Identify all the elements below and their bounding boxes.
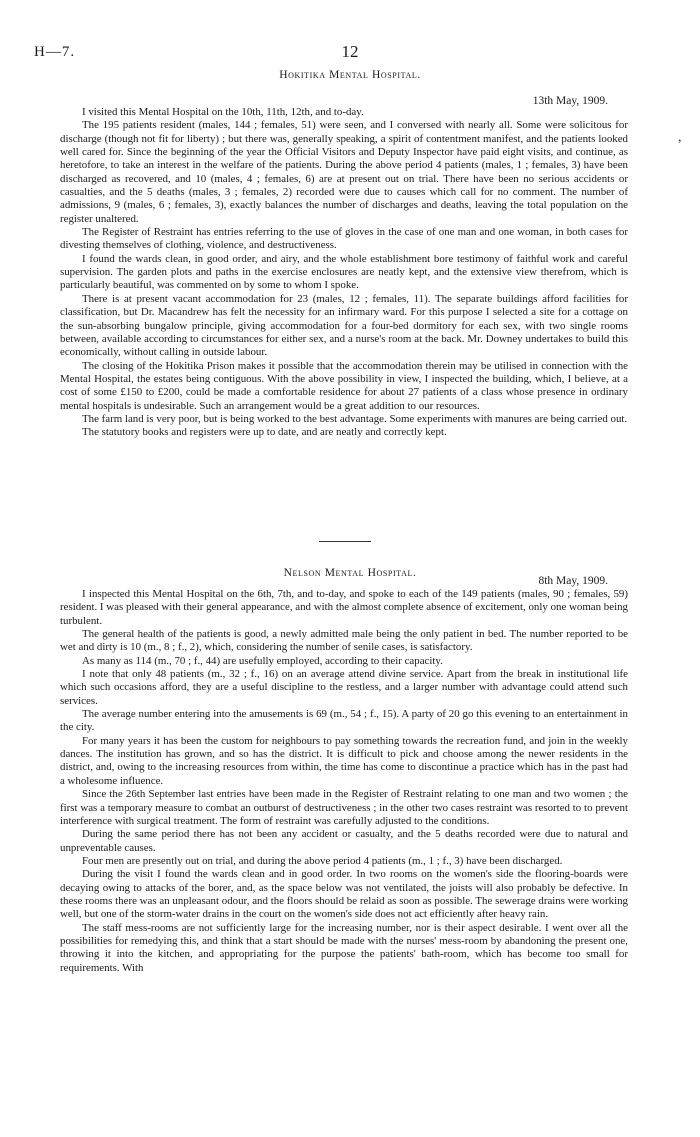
nelson-paragraph: I note that only 48 patients (m., 32 ; f., 16) on an average attend divine service. Apart from the break in institutional life which such occasions afford, they are a useful discipline to the restless, and a larger number with advantage could attend such services.	[60, 668, 628, 707]
nelson-paragraph: During the same period there has not been any accident or casualty, and the 5 deaths recorded were due to natural and unpreventable causes.	[60, 828, 628, 854]
nelson-title: Nelson Mental Hospital.	[283, 567, 417, 579]
hokitika-paragraph: The closing of the Hokitika Prison makes it possible that the accommodation therein may be utilised in connection with the Mental Hospital, the estates being contiguous. With the above possibility in view, I inspected the building, which, I believe, at a cost of some £150 to £200, could be made a comfortable residence for about 27 patients of a class whose presence in ordinary mental hospitals is undesirable. Such an arrangement would be a great addition to our resources.	[60, 359, 628, 412]
hokitika-paragraph: I visited this Mental Hospital on the 10th, 11th, 12th, and to-day.	[82, 106, 364, 118]
nelson-date: 8th May, 1909.	[538, 575, 608, 587]
hokitika-title: Hokitika Mental Hospital.	[279, 69, 421, 81]
nelson-paragraph: For many years it has been the custom for neighbours to pay something towards the recreation fund, and join in the weekly dances. The institution has grown, and so has the district. It is difficult to pick and choose among the newer residents in the district, and, owing to the increasing resources from within, the time has come to discontinue a practice which has in the past had a wholesome influence.	[60, 734, 628, 787]
hokitika-paragraph: The 195 patients resident (males, 144 ; females, 51) were seen, and I conversed with nearly all. Some were solicitous for discharge (though not fit for liberty) ; but there was, generally speaking, a spirit of contentment manifest, and the patients looked well cared for. Since the beginning of the year the Official Visitors and Deputy Inspector have paid eight visits, and continue, as heretofore, to take an interest in the welfare of the patients. During the above period 4 patients (males, 1 ; females, 3) have been discharged as recovered, and 10 (males, 4 ; females, 6) are at present out on trial. There have been no serious accidents or casualties, and the 5 deaths (males, 3 ; females, 2) recorded were due to causes which call for no comment. The number of admissions, 9 (males, 6 ; females, 3), exactly balances the number of discharges and deaths, leaving the total population on the register unaltered.	[60, 119, 628, 225]
page-number: 12	[341, 42, 359, 61]
nelson-report	[60, 588, 628, 975]
nelson-paragraph: The staff mess-rooms are not sufficiently large for the increasing number, nor is their aspect desirable. I went over all the possibilities for remedying this, and think that a start should be made with the nurses' mess-room by abandoning the present one, throwing it into the kitchen, and appropriating for the purpose the patients' bath-room, which has become too small for requirements. With	[60, 921, 628, 974]
margin-mark: ,	[678, 130, 682, 145]
hokitika-date: 13th May, 1909.	[532, 95, 608, 107]
hokitika-paragraph: The Register of Restraint has entries referring to the use of gloves in the case of one man and one woman, in both cases for divesting themselves of clothing, violence, and destructiveness.	[60, 226, 628, 252]
section-reference: H—7.	[34, 44, 76, 60]
hokitika-paragraph: I found the wards clean, in good order, and airy, and the whole establishment bore testimony of faithful work and careful supervision. The garden plots and paths in the exercise enclosures are neatly kept, and the extensive view therefrom, which is particularly beautiful, was commented on by some to whom I spoke.	[60, 252, 628, 292]
nelson-paragraph: Four men are presently out on trial, and during the above period 4 patients (m., 1 ; f., 3) have been discharged.	[82, 854, 563, 867]
hokitika-paragraph: There is at present vacant accommodation for 23 (males, 12 ; females, 11). The separate buildings afford facilities for classification, but Dr. Macandrew has felt the necessity for an infirmary ward. For this purpose I selected a site for a cottage on the sun-absorbing bungalow principle, giving accommodation for a four-bed dormitory for each sex, with two single rooms between, available according to circumstances for either sex, and a nurse's room at the back. Mr. Downey undertakes to build this economically, without calling in outside labour.	[60, 292, 628, 359]
section-divider	[319, 541, 371, 542]
hokitika-report	[60, 106, 628, 440]
nelson-paragraph: During the visit I found the wards clean and in good order. In two rooms on the women's side the flooring-boards were decaying owing to attacks of the borer, and, as the space below was not ventilated, the joists will also probably be defective. In these rooms there was an unpleasant odour, and the floors should be relaid as soon as possible. The sewerage drains were working well, but one of the storm-water drains in the court on the women's side does not act efficiently after heavy rain.	[60, 868, 628, 921]
hokitika-paragraph: The statutory books and registers were up to date, and are neatly and correctly kept.	[82, 426, 447, 439]
nelson-paragraph: The general health of the patients is good, a newly admitted male being the only patient in bed. The number reported to be wet and dirty is 10 (m., 8 ; f., 2), which, considering the number of senile cases, is satisfactory.	[60, 628, 628, 654]
nelson-paragraph: As many as 114 (m., 70 ; f., 44) are usefully employed, according to their capacity.	[82, 654, 443, 667]
hokitika-paragraph: The farm land is very poor, but is being worked to the best advantage. Some experiments with manures are being carried out.	[82, 412, 628, 425]
nelson-paragraph: I inspected this Mental Hospital on the 6th, 7th, and to-day, and spoke to each of the 149 patients (males, 90 ; females, 59) resident. I was pleased with their general appearance, and with the almost complete absence of excitement, only one woman being turbulent.	[60, 588, 628, 627]
nelson-paragraph: Since the 26th September last entries have been made in the Register of Restraint relating to one man and two women ; the first was a temporary measure to combat an outburst of destructiveness ; in the other two cases restraint was resorted to to prevent interference with surgical treatment. The form of restraint was carefully adjusted to the conditions.	[60, 788, 628, 827]
nelson-paragraph: The average number entering into the amusements is 69 (m., 54 ; f., 15). A party of 20 go this evening to an entertainment in the city.	[60, 708, 628, 734]
